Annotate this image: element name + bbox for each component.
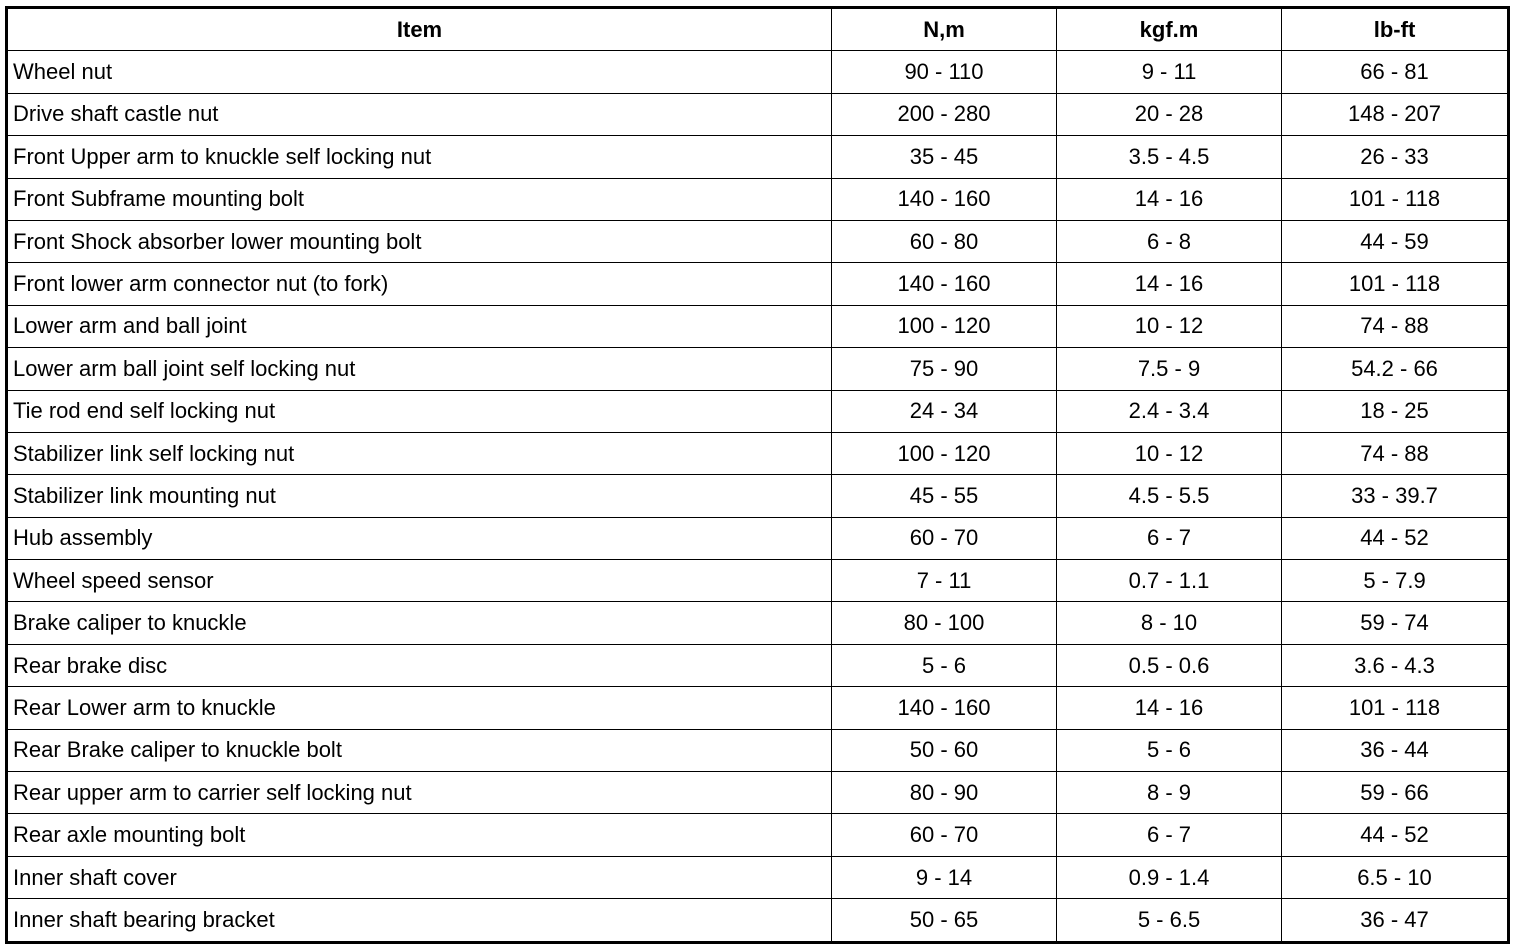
cell-nm: 7 - 11 [832,560,1057,602]
cell-lbft: 101 - 118 [1282,687,1509,729]
cell-kgfm: 10 - 12 [1057,305,1282,347]
cell-nm: 60 - 80 [832,220,1057,262]
cell-kgfm: 3.5 - 4.5 [1057,136,1282,178]
cell-kgfm: 14 - 16 [1057,263,1282,305]
cell-nm: 80 - 90 [832,772,1057,814]
cell-nm: 9 - 14 [832,856,1057,898]
cell-kgfm: 14 - 16 [1057,178,1282,220]
cell-lbft: 66 - 81 [1282,51,1509,93]
cell-kgfm: 4.5 - 5.5 [1057,475,1282,517]
table-row [7,772,1509,814]
cell-item: Stabilizer link self locking nut [7,432,832,474]
cell-nm: 60 - 70 [832,517,1057,559]
cell-lbft: 44 - 52 [1282,517,1509,559]
cell-kgfm: 14 - 16 [1057,687,1282,729]
table-row [7,178,1509,220]
cell-kgfm: 10 - 12 [1057,432,1282,474]
cell-lbft: 36 - 44 [1282,729,1509,771]
cell-nm: 100 - 120 [832,432,1057,474]
cell-kgfm: 20 - 28 [1057,93,1282,135]
cell-nm: 140 - 160 [832,178,1057,220]
table-row [7,348,1509,390]
table-row [7,687,1509,729]
cell-item: Inner shaft bearing bracket [7,899,832,942]
cell-kgfm: 5 - 6.5 [1057,899,1282,942]
table-row [7,814,1509,856]
torque-spec-table [5,6,1510,944]
cell-item: Rear brake disc [7,644,832,686]
cell-nm: 50 - 60 [832,729,1057,771]
cell-nm: 5 - 6 [832,644,1057,686]
cell-nm: 140 - 160 [832,687,1057,729]
cell-kgfm: 0.7 - 1.1 [1057,560,1282,602]
cell-item: Inner shaft cover [7,856,832,898]
cell-item: Rear upper arm to carrier self locking nut [7,772,832,814]
table-row [7,856,1509,898]
cell-kgfm: 0.9 - 1.4 [1057,856,1282,898]
cell-nm: 140 - 160 [832,263,1057,305]
cell-kgfm: 6 - 7 [1057,814,1282,856]
cell-lbft: 3.6 - 4.3 [1282,644,1509,686]
cell-lbft: 101 - 118 [1282,263,1509,305]
table-header-row [7,8,1509,51]
cell-lbft: 6.5 - 10 [1282,856,1509,898]
cell-item: Rear Brake caliper to knuckle bolt [7,729,832,771]
cell-item: Drive shaft castle nut [7,93,832,135]
cell-nm: 90 - 110 [832,51,1057,93]
cell-item: Stabilizer link mounting nut [7,475,832,517]
cell-item: Rear axle mounting bolt [7,814,832,856]
cell-item: Wheel speed sensor [7,560,832,602]
cell-nm: 35 - 45 [832,136,1057,178]
cell-lbft: 5 - 7.9 [1282,560,1509,602]
header-lbft: lb-ft [1282,8,1509,51]
cell-nm: 75 - 90 [832,348,1057,390]
cell-lbft: 36 - 47 [1282,899,1509,942]
torque-spec-table-container [5,6,1510,944]
cell-nm: 200 - 280 [832,93,1057,135]
cell-item: Front Upper arm to knuckle self locking nut [7,136,832,178]
table-row [7,729,1509,771]
cell-lbft: 18 - 25 [1282,390,1509,432]
cell-kgfm: 5 - 6 [1057,729,1282,771]
cell-nm: 24 - 34 [832,390,1057,432]
cell-lbft: 54.2 - 66 [1282,348,1509,390]
table-row [7,432,1509,474]
cell-nm: 45 - 55 [832,475,1057,517]
cell-item: Front Shock absorber lower mounting bolt [7,220,832,262]
table-body [7,51,1509,942]
table-row [7,517,1509,559]
table-row [7,899,1509,942]
cell-nm: 60 - 70 [832,814,1057,856]
cell-lbft: 148 - 207 [1282,93,1509,135]
table-row [7,305,1509,347]
table-row [7,220,1509,262]
table-row [7,602,1509,644]
cell-kgfm: 2.4 - 3.4 [1057,390,1282,432]
cell-item: Front Subframe mounting bolt [7,178,832,220]
cell-nm: 80 - 100 [832,602,1057,644]
cell-kgfm: 9 - 11 [1057,51,1282,93]
cell-item: Hub assembly [7,517,832,559]
cell-lbft: 59 - 74 [1282,602,1509,644]
cell-kgfm: 8 - 9 [1057,772,1282,814]
table-row [7,475,1509,517]
header-item: Item [7,8,832,51]
cell-item: Front lower arm connector nut (to fork) [7,263,832,305]
table-row [7,136,1509,178]
table-row [7,263,1509,305]
table-row [7,560,1509,602]
cell-item: Rear Lower arm to knuckle [7,687,832,729]
cell-lbft: 26 - 33 [1282,136,1509,178]
cell-kgfm: 0.5 - 0.6 [1057,644,1282,686]
cell-item: Brake caliper to knuckle [7,602,832,644]
cell-item: Tie rod end self locking nut [7,390,832,432]
cell-item: Wheel nut [7,51,832,93]
cell-kgfm: 6 - 8 [1057,220,1282,262]
cell-lbft: 44 - 52 [1282,814,1509,856]
cell-nm: 100 - 120 [832,305,1057,347]
cell-lbft: 59 - 66 [1282,772,1509,814]
table-row [7,93,1509,135]
cell-kgfm: 7.5 - 9 [1057,348,1282,390]
cell-lbft: 44 - 59 [1282,220,1509,262]
cell-item: Lower arm ball joint self locking nut [7,348,832,390]
cell-lbft: 74 - 88 [1282,305,1509,347]
table-row [7,390,1509,432]
cell-lbft: 74 - 88 [1282,432,1509,474]
cell-lbft: 101 - 118 [1282,178,1509,220]
table-row [7,51,1509,93]
header-kgfm: kgf.m [1057,8,1282,51]
cell-item: Lower arm and ball joint [7,305,832,347]
cell-kgfm: 6 - 7 [1057,517,1282,559]
cell-kgfm: 8 - 10 [1057,602,1282,644]
cell-nm: 50 - 65 [832,899,1057,942]
cell-lbft: 33 - 39.7 [1282,475,1509,517]
table-row [7,644,1509,686]
header-nm: N,m [832,8,1057,51]
